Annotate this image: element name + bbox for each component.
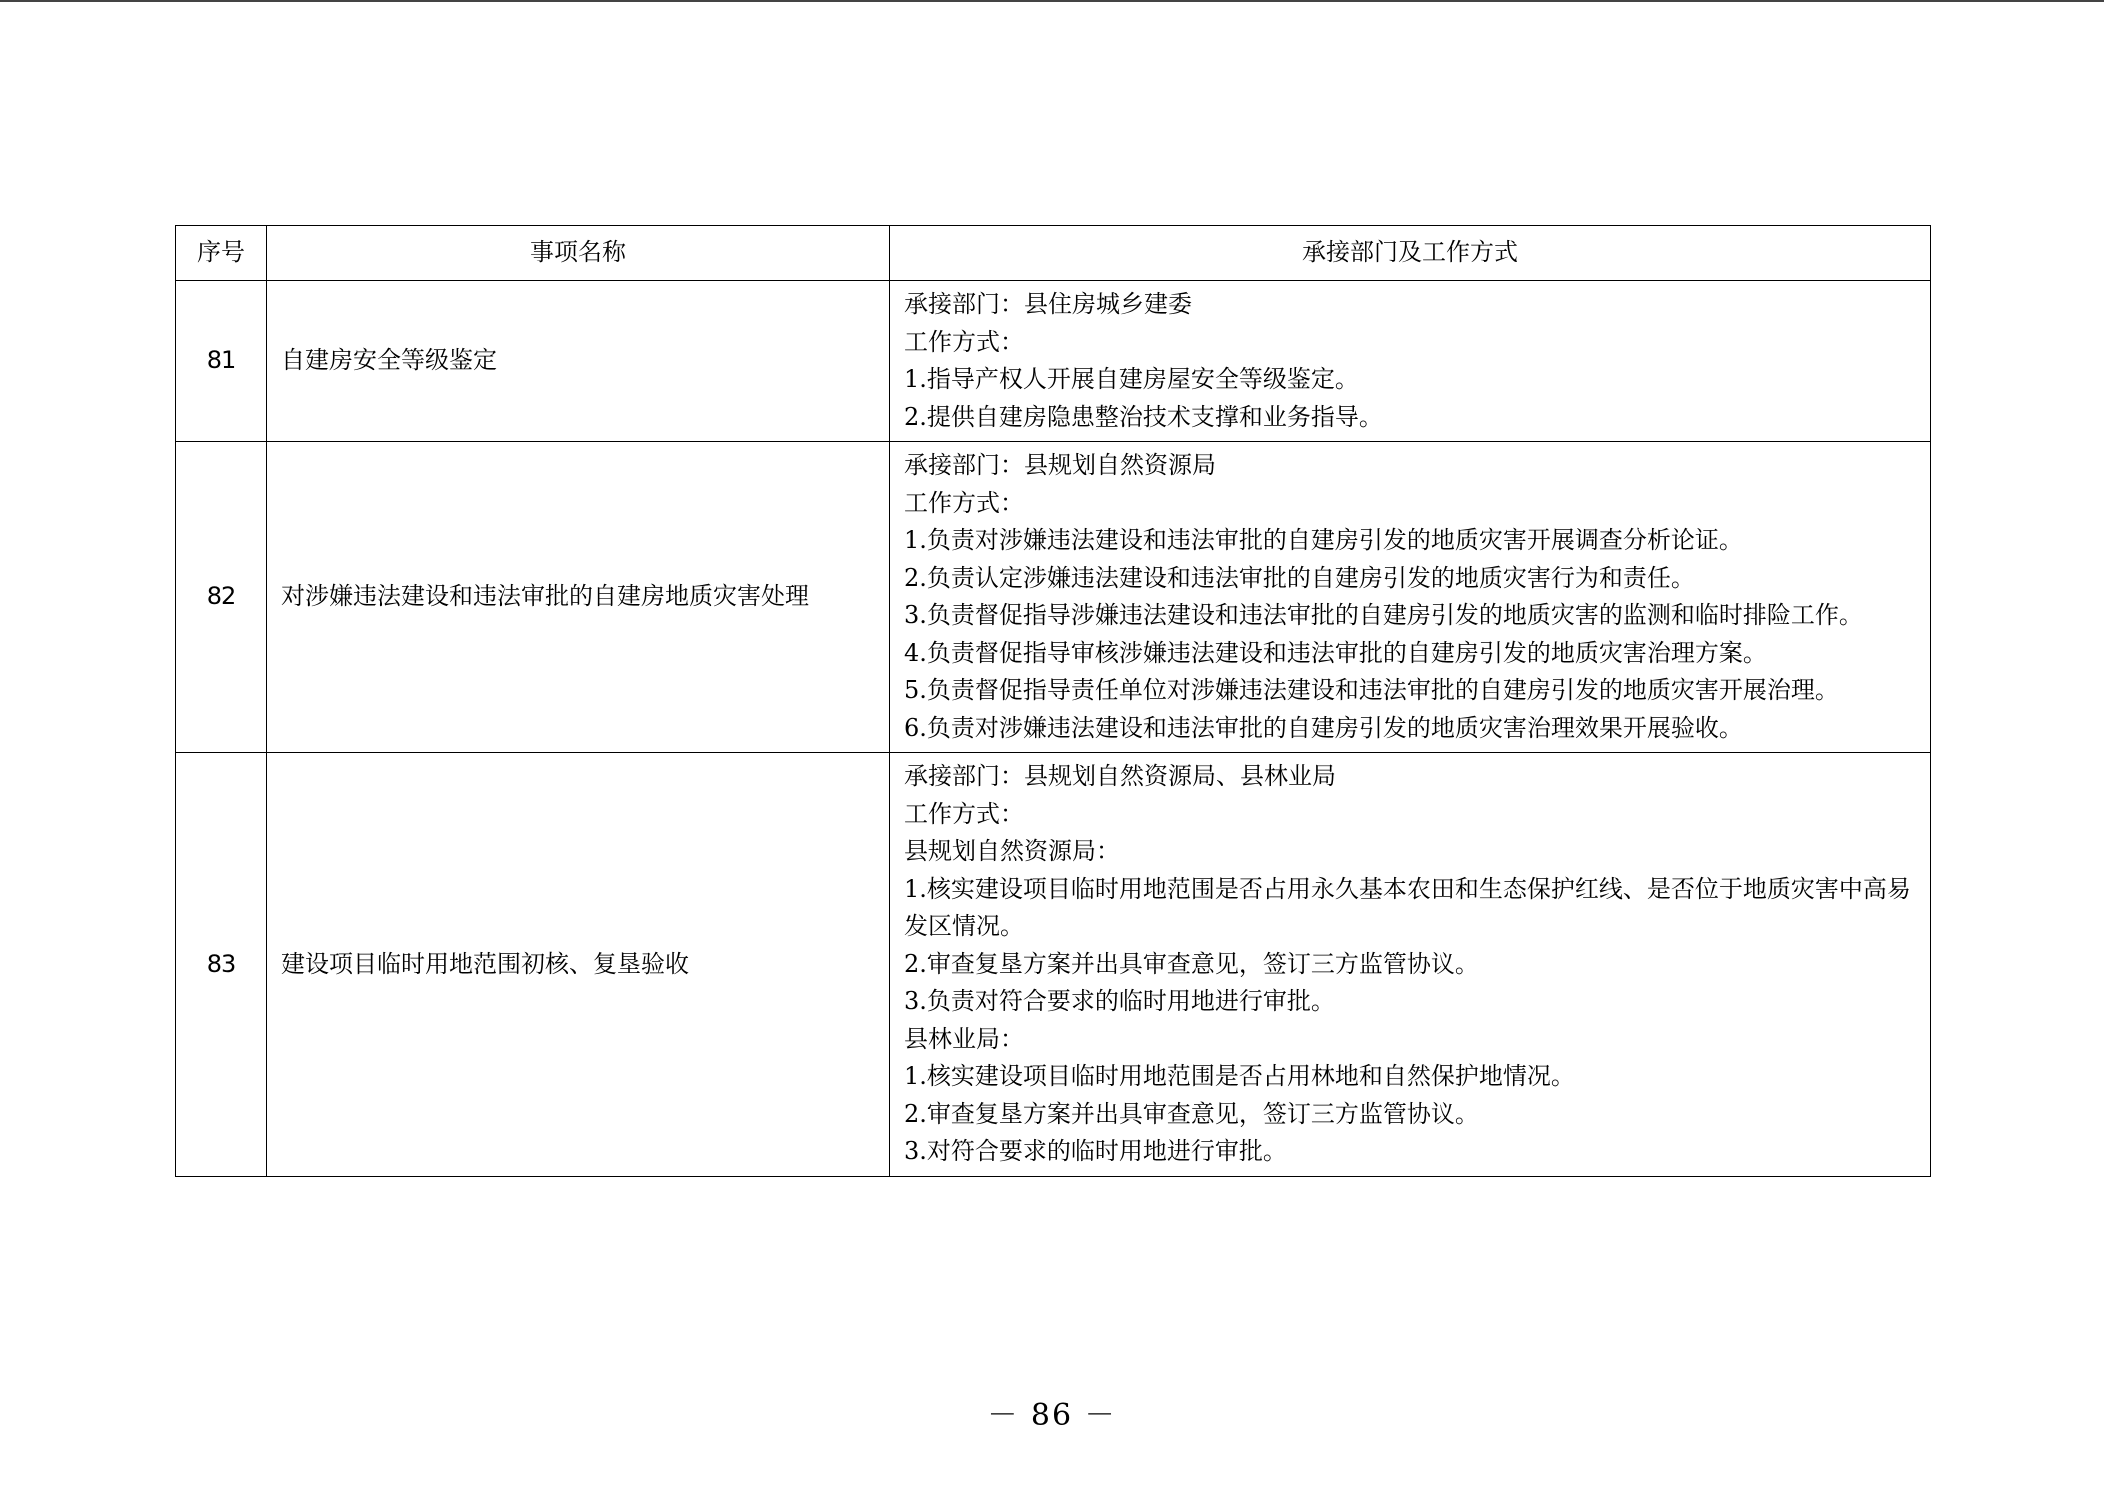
detail-line: 1.指导产权人开展自建房屋安全等级鉴定。 xyxy=(904,365,1359,393)
detail-line: 县林业局： xyxy=(904,1024,1024,1053)
detail-line: 5.负责督促指导责任单位对涉嫌违法建设和违法审批的自建房引发的地质灾害开展治理。 xyxy=(904,676,1839,704)
row-detail xyxy=(890,442,1931,753)
detail-line: 3.对符合要求的临时用地进行审批。 xyxy=(904,1137,1287,1165)
detail-line: 6.负责对涉嫌违法建设和违法审批的自建房引发的地质灾害治理效果开展验收。 xyxy=(904,713,1743,742)
row-name: 对涉嫌违法建设和违法审批的自建房地质灾害处理 xyxy=(267,442,890,753)
detail-line: 3.负责对符合要求的临时用地进行审批。 xyxy=(904,987,1335,1015)
header-name: 事项名称 xyxy=(267,226,890,281)
detail-line: 1.核实建设项目临时用地范围是否占用林地和自然保护地情况。 xyxy=(904,1062,1575,1090)
table-row xyxy=(176,281,1931,442)
detail-line: 工作方式： xyxy=(904,327,1024,356)
row-detail xyxy=(890,281,1931,442)
detail-line: 4.负责督促指导审核涉嫌违法建设和违法审批的自建房引发的地质灾害治理方案。 xyxy=(904,638,1767,667)
detail-line: 1.核实建设项目临时用地范围是否占用永久基本农田和生态保护红线、是否位于地质灾害中高易发区情况。 xyxy=(904,874,1911,940)
page-number: － 86 － xyxy=(987,1398,1117,1433)
row-name: 建设项目临时用地范围初核、复垦验收 xyxy=(267,753,890,1177)
detail-line: 1.负责对涉嫌违法建设和违法审批的自建房引发的地质灾害开展调查分析论证。 xyxy=(904,526,1743,554)
page-top-border xyxy=(0,0,2104,2)
detail-line: 2.审查复垦方案并出具审查意见，签订三方监管协议。 xyxy=(904,1099,1479,1128)
detail-line: 工作方式： xyxy=(904,799,1024,828)
detail-line: 2.审查复垦方案并出具审查意见，签订三方监管协议。 xyxy=(904,949,1479,978)
detail-line: 承接部门：县规划自然资源局、县林业局 xyxy=(904,762,1336,790)
header-seq: 序号 xyxy=(176,226,267,281)
detail-line: 2.提供自建房隐患整治技术支撑和业务指导。 xyxy=(904,402,1383,431)
detail-line: 承接部门：县规划自然资源局 xyxy=(904,451,1216,479)
row-seq: 83 xyxy=(176,753,267,1177)
table-row xyxy=(176,753,1931,1177)
detail-line: 县规划自然资源局： xyxy=(904,837,1120,865)
matters-table xyxy=(175,225,1931,1177)
table-row xyxy=(176,442,1931,753)
detail-line: 2.负责认定涉嫌违法建设和违法审批的自建房引发的地质灾害行为和责任。 xyxy=(904,563,1695,592)
row-detail xyxy=(890,753,1931,1177)
detail-line: 承接部门：县住房城乡建委 xyxy=(904,290,1192,318)
header-detail: 承接部门及工作方式 xyxy=(890,226,1931,281)
row-seq: 82 xyxy=(176,442,267,753)
detail-line: 3.负责督促指导涉嫌违法建设和违法审批的自建房引发的地质灾害的监测和临时排险工作。 xyxy=(904,601,1863,629)
row-name: 自建房安全等级鉴定 xyxy=(267,281,890,442)
detail-line: 工作方式： xyxy=(904,488,1024,517)
row-seq: 81 xyxy=(176,281,267,442)
table-header-row xyxy=(176,226,1931,281)
